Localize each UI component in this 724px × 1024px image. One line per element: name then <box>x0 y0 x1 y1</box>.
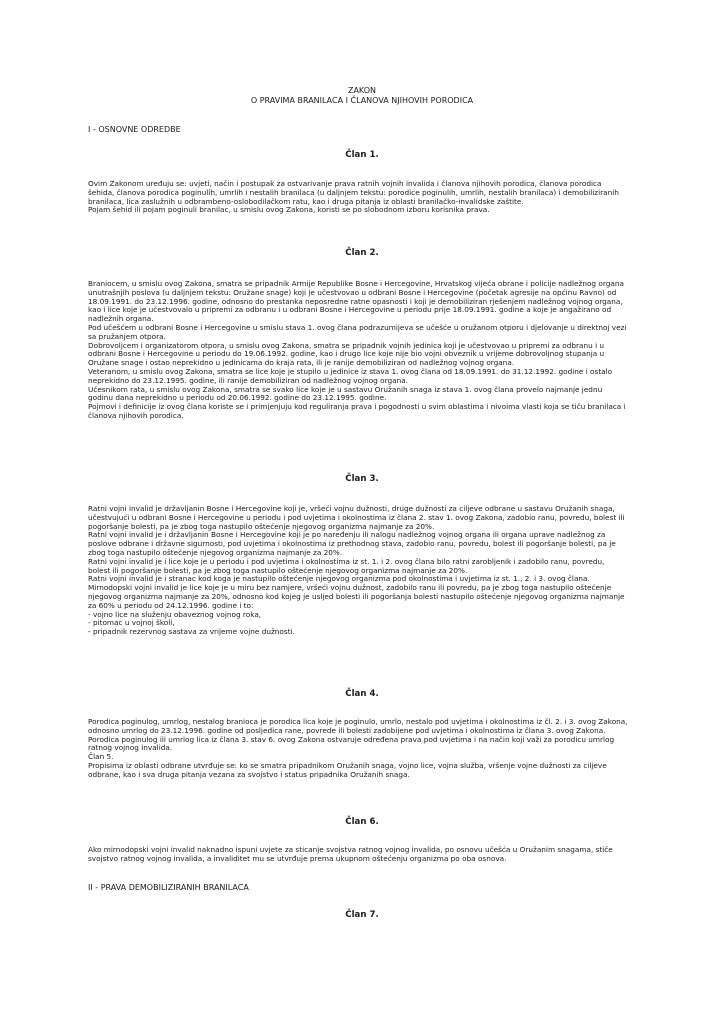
paragraph: Mirnodopski vojni invalid je lice koje je u miru bez namjere, vršeći vojnu dužnost, zadobilo ranu ili povredu, pa je zbog toga nastupilo oštećenje njegovog organizma najmanje za 20%, odnosno kod kojeg je usljed bolesti ili pogoršanja bolesti nastupilo oštećenje njegovog organizma najmanje za 60% u periodu od 24.12.1996. godine i to: <box>88 583 625 610</box>
article-body-4 <box>88 718 628 780</box>
paragraph: Porodica poginulog ili umrlog lica iz člana 3. stav 6. ovog Zakona ostvaruje određena prava pod uvjetima i na način koji važi za porodicu umrlog ratnog vojnog invalida. <box>88 734 615 753</box>
paragraph: Ako mirnodopski vojni invalid naknadno ispuni uvjete za sticanje svojstva ratnog vojnog invalida, po osnovu učešća u Oružanim snagama, stiče svojstvo ratnog vojnog invalida, a invaliditet mu se utvrđuje prema ukupnom oštećenju organizma po oba osnova. <box>88 845 613 863</box>
article-heading-1: Član 1. <box>345 150 379 160</box>
section-heading-2: II - PRAVA DEMOBILIZIRANIH BRANILACA <box>88 883 249 892</box>
law-title: ZAKON <box>347 86 377 95</box>
article-body-2 <box>88 280 628 421</box>
paragraph: Pojmovi i definicije iz ovog člana koriste se i primjenjuju kod reguliranja prava i pogodnosti u svim oblastima i nivoima vlasti koja se tiču branilaca i članova njihovih porodica. <box>88 402 626 420</box>
article-heading-4: Član 4. <box>345 689 379 699</box>
paragraph: Propisima iz oblasti odbrane utvrđuje se: ko se smatra pripadnikom Oružanih snaga, vojno lice, vojna služba, vršenje vojne dužnosti za ciljeve odbrane, kao i sva druga pitanja vezana za svojstvo i status pripadnika Oružanih snaga. <box>88 760 607 779</box>
article-heading-3: Član 3. <box>345 474 379 484</box>
paragraph: Pod učešćem u odbrani Bosne i Hercegovine u smislu stava 1. ovog člana podrazumijeva se učešće u oružanom otporu i djelovanje u direktnoj vezi sa pružanjem otpora. <box>88 322 627 341</box>
paragraph: - pitomac u vojnoj školi, <box>88 618 175 628</box>
paragraph: - vojno lice na služenju obaveznog vojnog roka, <box>88 609 262 619</box>
paragraph: Učesnikom rata, u smislu ovog Zakona, smatra se svako lice koje je u sastavu Oružanih snaga iz stava 1. ovog člana provelo najmanje jednu godinu dana neprekidno u periodu od 20.06.1992. godine do 23.12.1995. godine. <box>88 384 603 403</box>
paragraph: Ratni vojni invalid je i stranac kod koga je nastupilo oštećenje njegovog organizma pod okolnostima i uvjetima iz st. 1., 2. i 3. ovog člana. <box>88 574 590 584</box>
law-subtitle: O PRAVIMA BRANILACA I ČLANOVA NJIHOVIH PORODICA <box>250 96 474 105</box>
paragraph: Ovim Zakonom uređuju se: uvjeti, način i postupak za ostvarivanje prava ratnih vojnih invalida i članova njihovih porodica, članova porodica šehida, članova porodica poginulih, umrlih i nestalih branilaca (u daljnjem tekstu: porodice poginulih, umrlih, nestalih branilaca) i demobiliziranih branilaca, lica zaslužnih u odbrambeno-oslobodilačkom ratu, kao i druga pitanja iz oblasti branilačko-invalidske zaštite. <box>88 179 619 206</box>
paragraph: Dobrovoljcem i organizatorom otpora, u smislu ovog Zakona, smatra se pripadnik vojnih jedinica koji je učestvovao u pripremi za odbranu i u odbrani Bosne i Hercegovine u periodu do 19.06.1992. godine, kao i drugo lice koje nije bio vojni obveznik u vrijeme dobrovoljnog stupanja u Oružane snage i ostao neprekidno u jedinicama do kraja rata, ili je ranije demobiliziran od nadležnog vojnog organa. <box>88 340 605 368</box>
paragraph: Ratni vojni invalid je državljanin Bosne i Hercegovine koji je, vršeći vojnu dužnosti, druge dužnosti za ciljeve odbrane u sastavu Oružanih snaga, učestvujući u odbrani Bosne i Hercegovine u periodu i pod uvjetima i okolnostima iz člana 2. stav 1. ovog Zakona, zadobio ranu, povredu, bolest ili pogoršanje bolesti, pa je zbog toga nastupilo oštećenje njegovog organizma najmanje za 20%. <box>88 504 625 531</box>
paragraph: Braniocem, u smislu ovog Zakona, smatra se pripadnik Armije Republike Bosne i Hercegovine, Hrvatskog vijeća obrane i policije nadležnog organa unutrašnjih poslova (u daljnjem tekstu: Oružane snage) koji je učestvovao u odbrani Bosne i Hercegovine (početak agresije na općinu Ravno) od 18.09.1991. do 23.12.1996. godine, odnosno do prestanka neposredne ratne opasnosti i koji je demobiliziran rješenjem nadležnog vojnog organa, kao i lice koje je učestvovalo u pripremi za odbranu i u odbrani Bosne i Hercegovine u periodu prije 18.09.1991. godine a koje je angažirano od nadležnih organa. <box>88 279 624 324</box>
paragraph: Pojam šehid ili pojam poginuli branilac, u smislu ovog Zakona, koristi se po slobodnom izboru korisnika prava. <box>88 205 490 215</box>
paragraph: Član 5. <box>88 752 114 762</box>
article-heading-2: Član 2. <box>345 248 379 258</box>
paragraph: Veteranom, u smislu ovog Zakona, smatra se lice koje je stupilo u jedinice iz stava 1. ovog člana od 18.09.1991. do 31.12.1992. godine i ostalo neprekidno do 23.12.1995. godine, ili ranije demobiliziran od nadležnog vojnog organa. <box>88 366 613 385</box>
paragraph: Porodica poginulog, umrlog, nestalog branioca je porodica lica koje je poginulo, umrlo, nestalo pod uvjetima i okolnostima iz čl. 2. i 3. ovog Zakona, odnosno umrlog do 23.12.1996. godine od posljedica rane, povrede ili bolesti zadobijene pod uvjetima i okolnostima iz člana 3. ovog Zakona. <box>88 717 628 735</box>
article-body-1 <box>88 180 628 215</box>
section-heading-1: I - OSNOVNE ODREDBE <box>88 125 181 134</box>
article-body-3 <box>88 505 628 637</box>
article-heading-6: Član 6. <box>345 817 379 827</box>
article-heading-7: Član 7. <box>345 910 379 920</box>
paragraph: Ratni vojni invalid je i državljanin Bosne i Hercegovine koji je po naređenju ili nalogu nadležnog vojnog organa ili organa uprave nadležnog za poslove odbrane i državne sigurnosti, pod uvjetima i okolnostima iz prethodnog stava, zadobio ranu, povredu, bolest ili pogoršanje bolesti, pa je zbog toga nastupilo oštećenje njegovog organizma najmanje za 20%. <box>88 530 616 557</box>
article-body-6 <box>88 846 628 864</box>
paragraph: - pripadnik rezervnog sastava za vrijeme vojne dužnosti. <box>88 627 295 637</box>
paragraph: Ratni vojni invalid je i lice koje je u periodu i pod uvjetima i okolnostima iz st. 1. i 2. ovog člana bilo ratni zarobljenik i zadobilo ranu, povredu, bolest ili pogoršanje bolesti, pa je zbog toga nastupilo oštećenje njegovog organizma najmanje za 20%. <box>88 556 605 575</box>
